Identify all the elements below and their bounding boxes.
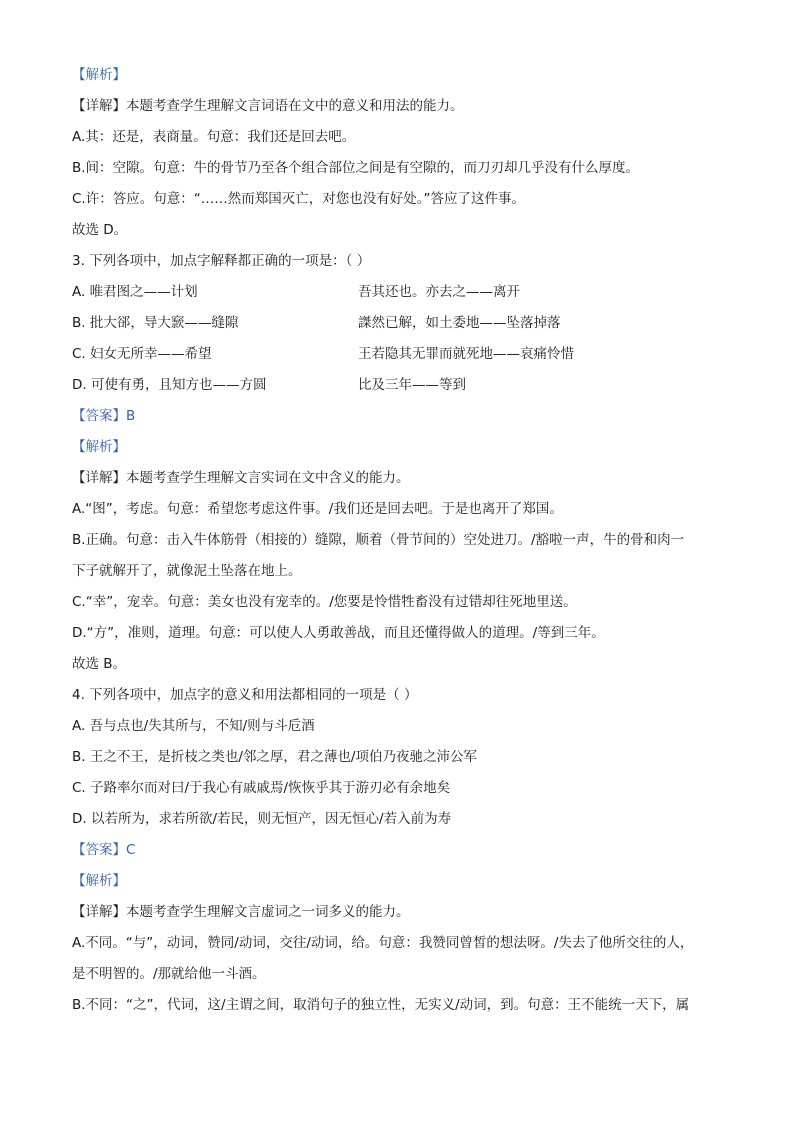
text-line: D.“方”，准则，道理。句意：可以使人人勇敢善战，而且还懂得做人的道理。/等到三年。 — [72, 625, 605, 641]
text-line: 下子就解开了，就像泥土坠落在地上。 — [72, 563, 302, 579]
text-line: B.正确。句意：击入牛体筋骨（相接的）缝隙，顺着（骨节间的）空处进刀。/豁啦一声，牛的骨和肉一 — [72, 532, 685, 548]
text-line: 是不明智的。/那就给他一斗酒。 — [72, 966, 266, 982]
text-line: A. 唯君图之——计划 — [72, 284, 198, 300]
text-line: C. 子路率尔而对曰/于我心有戚戚焉/恢恢乎其于游刃必有余地矣 — [72, 780, 451, 796]
text-line: A.不同。“与”，动词，赞同/动词，交往/动词，给。句意：我赞同曾皙的想法呀。/失去了他所交往的人， — [72, 935, 694, 951]
text-line: 【答案】C — [72, 842, 136, 858]
text-line: A.“图”，考虑。句意：希望您考虑这件事。/我们还是回去吧。于是也离开了郑国。 — [72, 501, 563, 517]
text-line: A.其：还是，表商量。句意：我们还是回去吧。 — [72, 129, 356, 145]
text-line: 【详解】本题考查学生理解文言实词在文中含义的能力。 — [72, 470, 410, 486]
text-line: B.不同：“之”，代词，这/主谓之间，取消句子的独立性，无实义/动词，到。句意：王不能统一天下，属 — [72, 997, 690, 1013]
option-second-column: 王若隐其无罪而就死地——哀痛怜惜 — [358, 346, 574, 362]
text-line: C. 妇女无所幸——希望 — [72, 346, 212, 362]
text-line: 【解析】 — [72, 439, 126, 455]
text-line: 【详解】本题考查学生理解文言虚词之一词多义的能力。 — [72, 904, 410, 920]
text-line: D. 以若所为，求若所欲/若民，则无恒产，因无恒心/若入前为寿 — [72, 811, 452, 827]
text-line: C.许：答应。句意：“……然而郑国灭亡，对您也没有好处。”答应了这件事。 — [72, 191, 525, 207]
text-line: B. 王之不王，是折枝之类也/邻之厚，君之薄也/项伯乃夜驰之沛公军 — [72, 749, 477, 765]
text-line: 【答案】B — [72, 408, 136, 424]
option-second-column: 謋然已解，如土委地——坠落掉落 — [358, 315, 561, 331]
option-second-column: 比及三年——等到 — [358, 377, 466, 393]
text-line: 【解析】 — [72, 873, 126, 889]
option-second-column: 吾其还也。亦去之——离开 — [358, 284, 520, 300]
text-line: 【解析】 — [72, 67, 126, 83]
text-line: C.“幸”，宠幸。句意：美女也没有宠幸的。/您要是怜惜牲畜没有过错却往死地里送。 — [72, 594, 577, 610]
text-line: 4. 下列各项中，加点字的意义和用法都相同的一项是（ ） — [72, 687, 418, 703]
text-line: 故选 B。 — [72, 656, 127, 672]
text-line: 3. 下列各项中，加点字解释都正确的一项是：（ ） — [72, 253, 371, 269]
text-line: B.间：空隙。句意：牛的骨节乃至各个组合部位之间是有空隙的，而刀刃却几乎没有什么厚度。 — [72, 160, 640, 176]
text-line: D. 可使有勇，且知方也——方圆 — [72, 377, 267, 393]
text-line: A. 吾与点也/失其所与，不知/则与斗卮酒 — [72, 718, 315, 734]
text-line: 故选 D。 — [72, 222, 128, 238]
text-line: B. 批大郤，导大窾——缝隙 — [72, 315, 239, 331]
text-line: 【详解】本题考查学生理解文言词语在文中的意义和用法的能力。 — [72, 98, 464, 114]
